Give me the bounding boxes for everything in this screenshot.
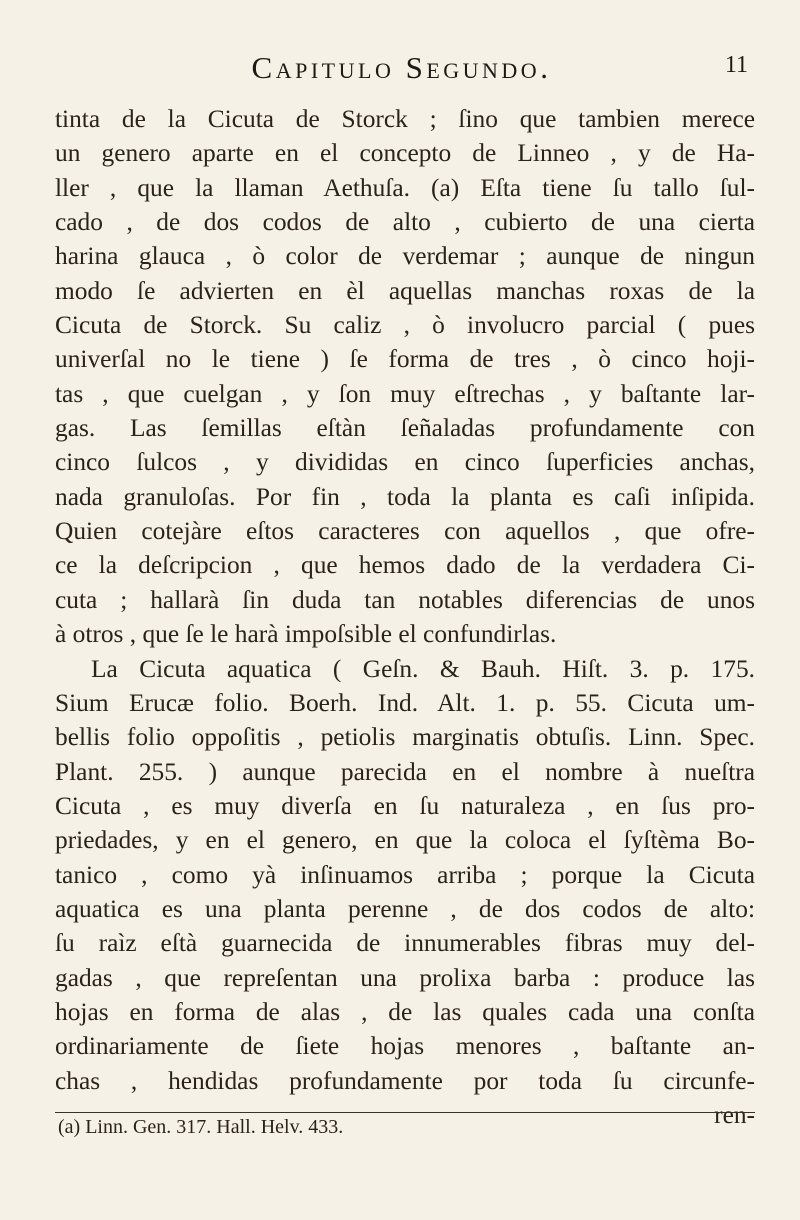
text-line: ce la deſcripcion , que hemos dado de la verdadera Ci- bbox=[55, 551, 755, 580]
page-header bbox=[55, 50, 748, 90]
text-line: tas , que cuelgan , y ſon muy eſtrechas , y baſtante lar- bbox=[55, 379, 755, 408]
text-line: harina glauca , ò color de verdemar ; aunque de ningun bbox=[55, 242, 755, 271]
text-line: cuta ; hallarà ſin duda tan notables diferencias de unos bbox=[55, 585, 755, 614]
text-line: aquatica es una planta perenne , de dos codos de alto: bbox=[55, 894, 755, 923]
text-line: Sium Erucæ folio. Boerh. Ind. Alt. 1. p. 55. Cicuta um- bbox=[55, 688, 755, 717]
running-head: Capitulo Segundo. bbox=[251, 50, 552, 85]
text-line: hojas en forma de alas , de las quales cada una conſta bbox=[55, 997, 755, 1026]
text-line: bellis folio oppoſitis , petiolis marginatis obtuſis. Linn. Spec. bbox=[55, 723, 755, 752]
text-line: ſu raìz eſtà guarnecida de innumerables fibras muy del- bbox=[55, 929, 755, 958]
text-line: cinco ſulcos , y divididas en cinco ſuperficies anchas, bbox=[55, 448, 755, 477]
text-line: Cicuta , es muy diverſa en ſu naturaleza , en ſus pro- bbox=[55, 791, 755, 820]
text-line: priedades, y en el genero, en que la coloca el ſyſtèma Bo- bbox=[55, 826, 755, 855]
text-line: nada granuloſas. Por fin , toda la planta es caſi inſipida. bbox=[55, 482, 755, 511]
text-line: univerſal no le tiene ) ſe forma de tres , ò cinco hoji- bbox=[55, 345, 755, 374]
text-line: tanico , como yà inſinuamos arriba ; porque la Cicuta bbox=[55, 860, 755, 889]
footnote-rule bbox=[55, 1112, 755, 1113]
text-line: cado , de dos codos de alto , cubierto de una cierta bbox=[55, 208, 755, 237]
text-line: tinta de la Cicuta de Storck ; ſino que tambien merece bbox=[55, 105, 755, 133]
text-line: ordinariamente de ſiete hojas menores , baſtante an- bbox=[55, 1032, 755, 1061]
text-line: modo ſe advierten en èl aquellas manchas roxas de la bbox=[55, 276, 755, 305]
text-line: Plant. 255. ) aunque parecida en el nombre à nueſtra bbox=[55, 757, 755, 786]
text-line: chas , hendidas profundamente por toda ſu circunfe- bbox=[55, 1066, 755, 1095]
footnote: (a) Linn. Gen. 317. Hall. Helv. 433. bbox=[58, 1116, 344, 1138]
text-line: un genero aparte en el concepto de Linneo , y de Ha- bbox=[55, 139, 755, 168]
text-line: ller , que la llaman Aethuſa. (a) Eſta tiene ſu tallo ſul- bbox=[55, 173, 755, 202]
text-line: à otros , que ſe le harà impoſsible el confundirlas. bbox=[55, 620, 557, 649]
page-number: 11 bbox=[724, 52, 748, 78]
text-line: Cicuta de Storck. Su caliz , ò involucro parcial ( pues bbox=[55, 311, 755, 340]
text-line: Quien cotejàre eſtos caracteres con aquellos , que ofre- bbox=[55, 517, 755, 546]
text-line: gas. Las ſemillas eſtàn ſeñaladas profundamente con bbox=[55, 414, 755, 443]
text-line: gadas , que repreſentan una prolixa barba : produce las bbox=[55, 963, 755, 992]
body-text bbox=[55, 102, 755, 1132]
text-line: La Cicuta aquatica ( Geſn. & Bauh. Hiſt. 3. p. 175. bbox=[91, 654, 755, 683]
catchword: ren- bbox=[714, 1100, 755, 1129]
